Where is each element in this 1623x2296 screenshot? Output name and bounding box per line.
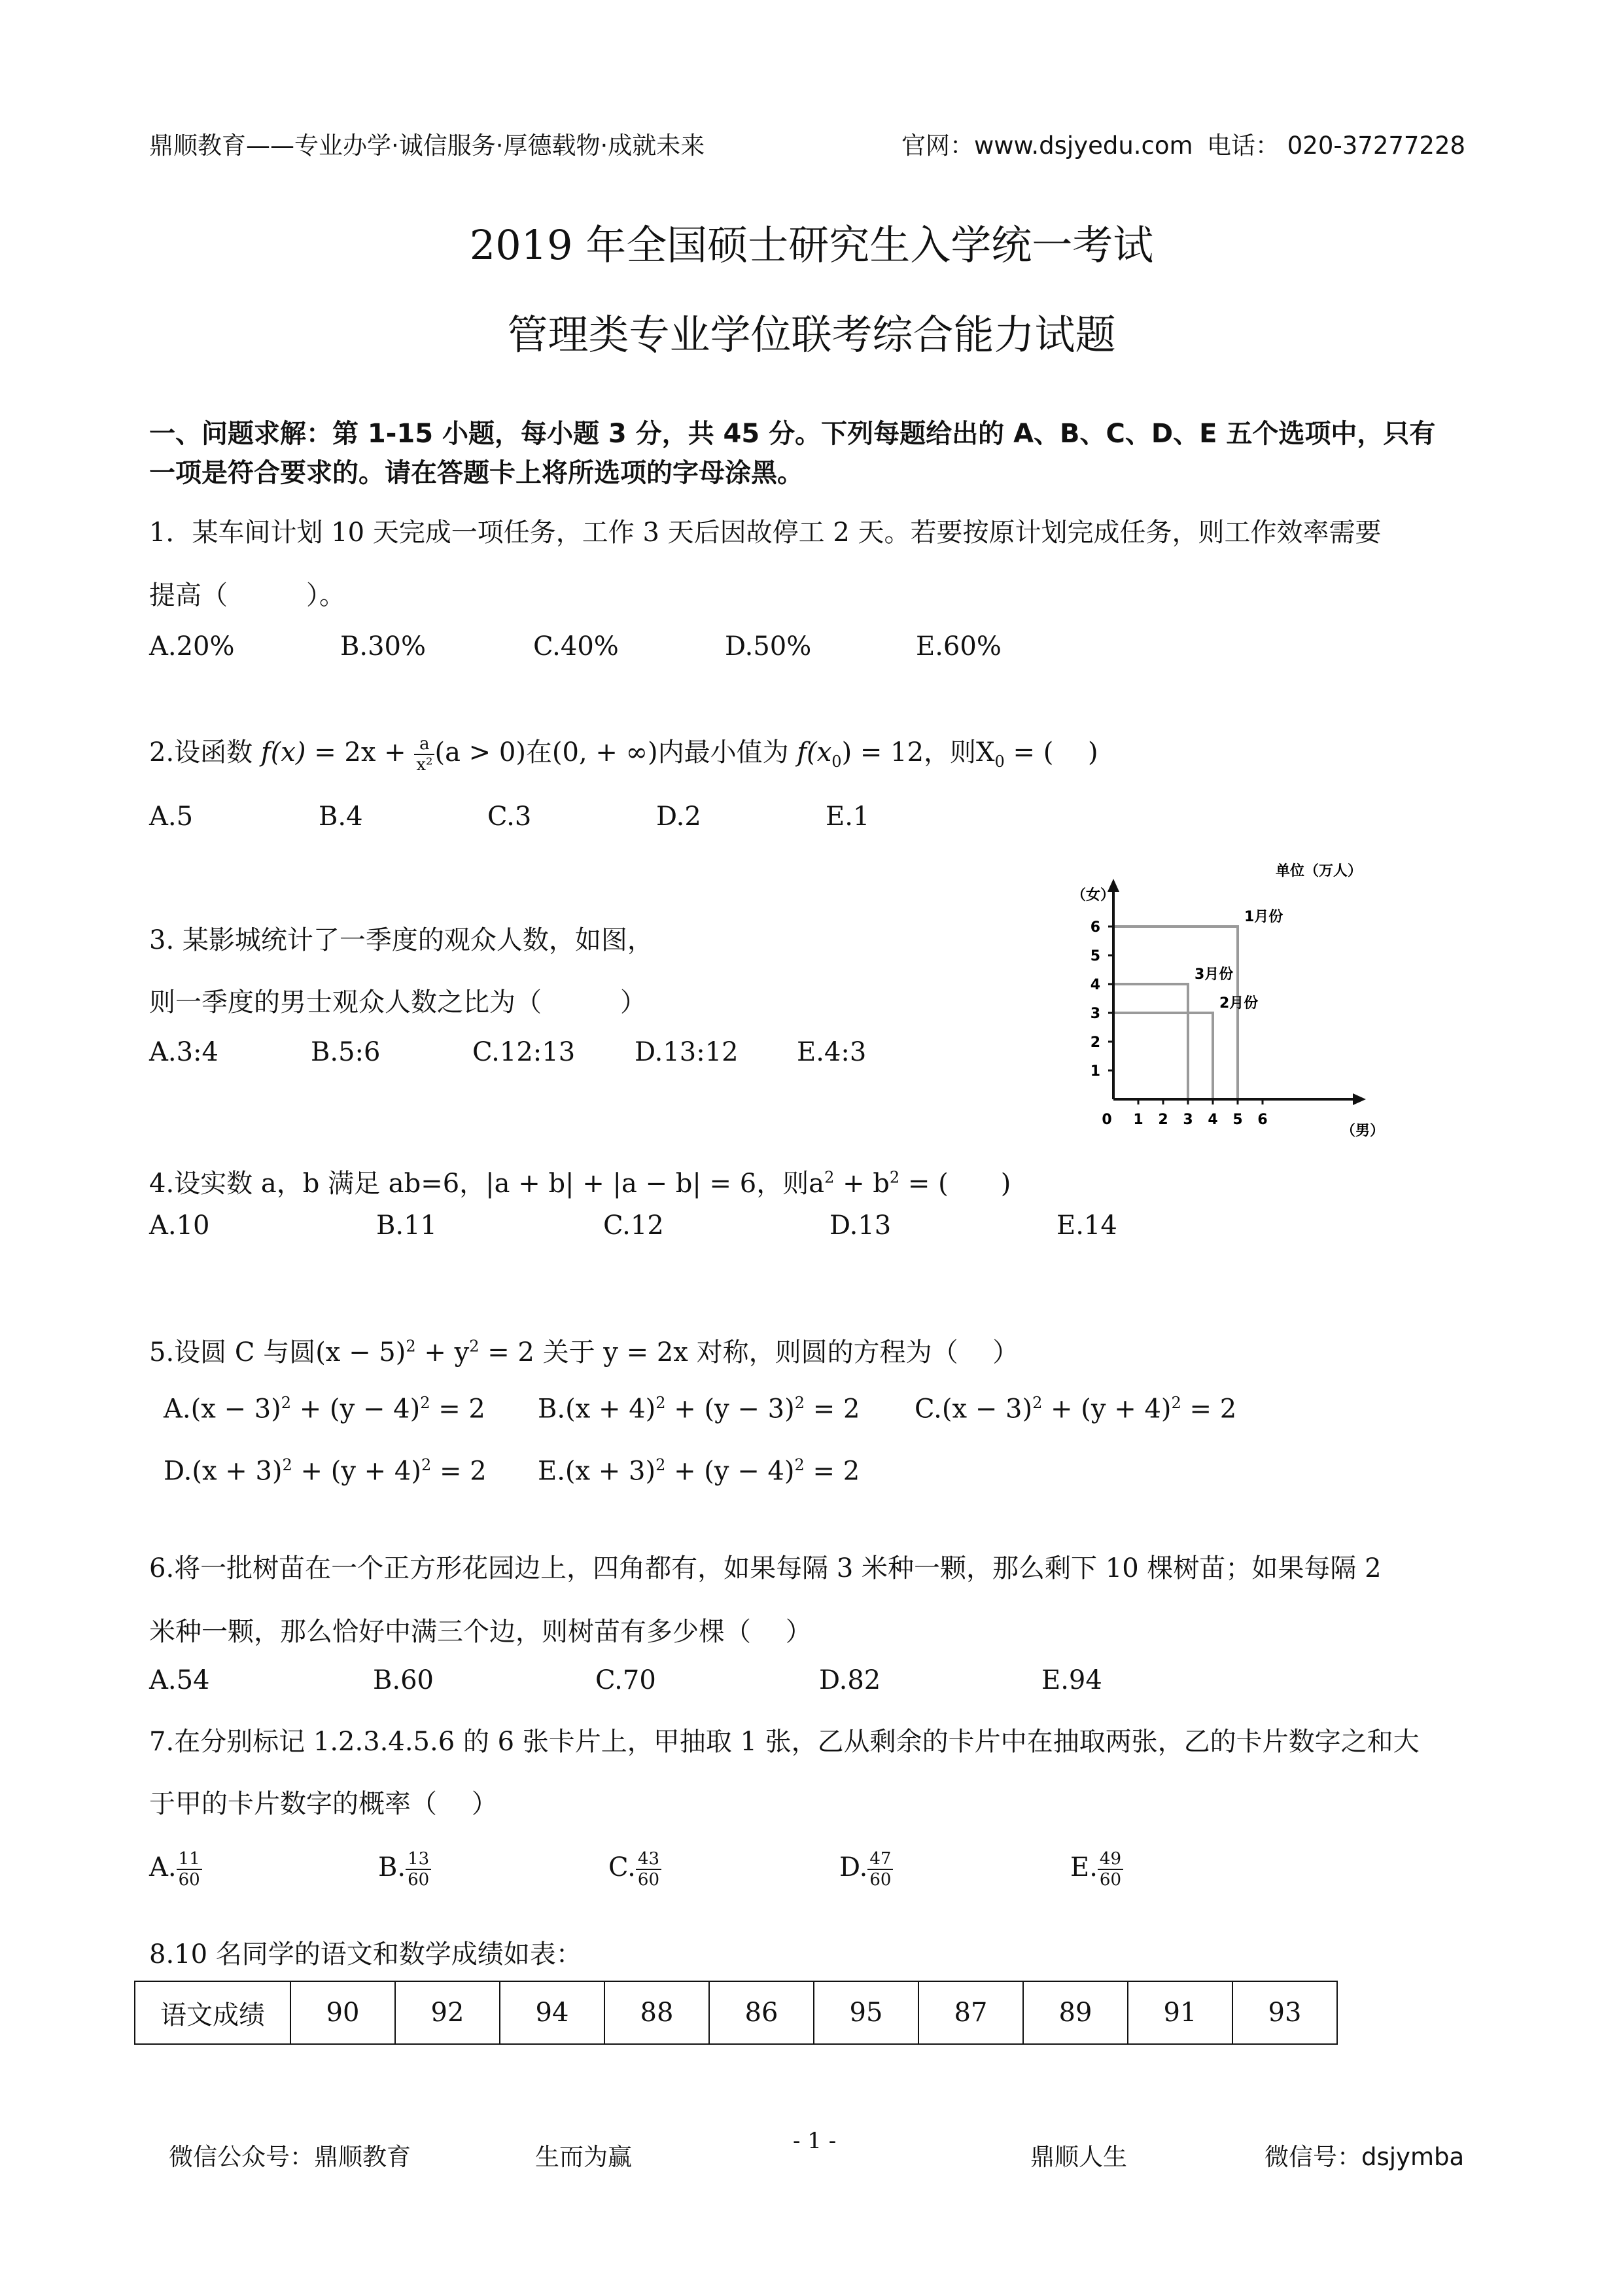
q6-option-b: B.60 [373, 1665, 434, 1695]
q6-option-c: C.70 [595, 1665, 656, 1695]
table-row-label: 语文成绩 [135, 1981, 290, 2044]
footer-wechat-id: 微信号：dsjymba [1265, 2143, 1465, 2171]
q1-option-c: C.40% [533, 631, 619, 662]
section-instruction-line2: 一项是符合要求的。请在答题卡上将所选项的字母涂黑。 [149, 458, 803, 488]
x-tick-label: 1 [1133, 1112, 1143, 1128]
q7-option-b: B. $\frac{13}{60}$ [378, 1849, 431, 1890]
q7-line2: 于甲的卡片数字的概率（ ） [149, 1789, 498, 1819]
point-label-1: 1月份 [1244, 909, 1283, 925]
q2-option-a: A.5 [149, 802, 194, 832]
exam-title: 2019 年全国硕士研究生入学统一考试 [469, 221, 1154, 269]
x-tick-label: 4 [1208, 1112, 1218, 1128]
q5-option-d: $D.(x + 3)^2 + (y + 4)^2 = 2$ [164, 1456, 487, 1487]
x-tick-label: 6 [1257, 1112, 1268, 1128]
q2-stem: 2.设函数 f(x) = 2x + $\frac{a}{\text{x²}}$ (a > 0)在(0, + ∞)内最小值为 $f(x_0) = 12$，则$X_0$ = ( ) [149, 734, 1098, 775]
table-cell: 93 [1232, 1981, 1337, 2044]
x-tick-label: 2 [1158, 1112, 1168, 1128]
q5-stem: 5.设圆 C 与圆$(x - 5)^2 + y^2 = 2$ 关于 y = 2x 对称，则圆的方程为（ ） [149, 1337, 1019, 1368]
q5-option-a: $A.(x - 3)^2 + (y - 4)^2 = 2$ [164, 1394, 485, 1424]
section-instruction-line1: 一、问题求解：第 1-15 小题，每小题 3 分，共 45 分。下列每题给出的 A、B、C、D、E 五个选项中，只有 [149, 419, 1436, 449]
q5-option-e: $E.(x + 3)^2 + (y - 4)^2 = 2$ [538, 1456, 860, 1487]
header-website[interactable]: 官网：www.dsjyedu.com [901, 132, 1193, 160]
table-cell: 90 [290, 1981, 395, 2044]
q3-line1: 3. 某影城统计了一季度的观众人数，如图， [149, 925, 654, 955]
q3-option-b: B.5:6 [311, 1037, 381, 1067]
q1-option-b: B.30% [340, 631, 427, 662]
q4-option-a: A.10 [149, 1210, 210, 1241]
q2-option-d: D.2 [656, 802, 701, 832]
q8-line1: 8.10 名同学的语文和数学成绩如表： [149, 1939, 582, 1969]
header-phone: 电话： 020-37277228 [1207, 132, 1466, 160]
point-label-2: 2月份 [1219, 995, 1259, 1012]
table-cell: 89 [1023, 1981, 1128, 2044]
table-cell: 88 [604, 1981, 709, 2044]
q6-option-a: A.54 [149, 1665, 210, 1695]
q5-option-b: $B.(x + 4)^2 + (y - 3)^2 = 2$ [538, 1394, 860, 1424]
table-cell: 87 [918, 1981, 1023, 2044]
table-cell: 95 [814, 1981, 918, 2044]
table-cell: 86 [709, 1981, 814, 2044]
table-cell: 91 [1128, 1981, 1232, 2044]
table-cell: 94 [500, 1981, 604, 2044]
q6-line1: 6.将一批树苗在一个正方形花园边上，四角都有，如果每隔 3 米种一颗，那么剩下 10 棵树苗；如果每隔 2 [149, 1553, 1382, 1583]
q7-option-c: C. $\frac{43}{60}$ [608, 1849, 661, 1890]
x-tick-label: 5 [1232, 1112, 1243, 1128]
y-tick-label: 4 [1090, 977, 1100, 993]
y-tick-label: 1 [1090, 1063, 1100, 1080]
y-tick-label: 5 [1090, 948, 1100, 964]
q3-line2: 则一季度的男士观众人数之比为（ ） [149, 987, 646, 1017]
q4-stem: 4.设实数 a，b 满足 ab=6，|a + b| + |a − b| = 6，则$a^2 + b^2$ = ( ) [149, 1168, 1011, 1199]
y-axis-label: （女） [1072, 887, 1115, 904]
exam-subtitle: 管理类专业学位联考综合能力试题 [507, 311, 1116, 359]
series-line-3 [1113, 984, 1188, 1099]
footer-wechat-public: 微信公众号：鼎顺教育 [169, 2143, 411, 2171]
q2-option-b: B.4 [319, 802, 363, 832]
q1-line1: 1．某车间计划 10 天完成一项任务，工作 3 天后因故停工 2 天。若要按原计划完成任务，则工作效率需要 [149, 518, 1382, 548]
q7-option-a: A. $\frac{11}{60}$ [149, 1849, 202, 1890]
y-tick-label: 2 [1090, 1034, 1100, 1051]
audience-chart [1053, 854, 1420, 1148]
x-axis-arrow [1353, 1093, 1366, 1105]
q3-option-c: C.12:13 [472, 1037, 576, 1067]
x-tick-label: 0 [1102, 1112, 1112, 1128]
q6-option-d: D.82 [819, 1665, 881, 1695]
q7-line1: 7.在分别标记 1.2.3.4.5.6 的 6 张卡片上，甲抽取 1 张，乙从剩余的卡片中在抽取两张，乙的卡片数字之和大 [149, 1727, 1420, 1757]
q2-option-c: C.3 [487, 802, 532, 832]
y-tick-label: 3 [1090, 1006, 1100, 1022]
q4-option-e: E.14 [1056, 1210, 1117, 1241]
x-tick-label: 3 [1183, 1112, 1193, 1128]
q6-option-e: E.94 [1041, 1665, 1102, 1695]
footer-life: 鼎顺人生 [1030, 2143, 1127, 2171]
x-axis-label: （男） [1341, 1123, 1385, 1139]
header-slogan: 鼎顺教育——专业办学·诚信服务·厚德载物·成就未来 [149, 132, 705, 160]
table-cell: 92 [395, 1981, 500, 2044]
q3-option-e: E.4:3 [797, 1037, 867, 1067]
y-tick-label: 6 [1090, 919, 1100, 936]
q3-option-d: D.13:12 [635, 1037, 739, 1067]
q5-option-c: $C.(x - 3)^2 + (y + 4)^2 = 2$ [915, 1394, 1237, 1424]
page-number: - 1 - [793, 2128, 837, 2154]
footer-slogan: 生而为赢 [535, 2143, 632, 2171]
q4-option-c: C.12 [603, 1210, 664, 1241]
series-line-2 [1113, 1013, 1213, 1099]
q6-line2: 米种一颗，那么恰好中满三个边，则树苗有多少棵（ ） [149, 1617, 812, 1647]
score-table [134, 1981, 1338, 2045]
q7-option-e: E. $\frac{49}{60}$ [1070, 1849, 1123, 1890]
q1-option-d: D.50% [725, 631, 812, 662]
q1-option-e: E.60% [916, 631, 1002, 662]
q4-option-d: D.13 [829, 1210, 892, 1241]
chart-title: 单位（万人） [1276, 863, 1363, 879]
q2-fraction: $\frac{a}{\text{x²}}$ [414, 734, 434, 775]
q1-option-a: A.20% [149, 631, 235, 662]
q4-option-b: B.11 [376, 1210, 438, 1241]
q2-option-e: E.1 [826, 802, 870, 832]
q7-option-d: D. $\frac{47}{60}$ [839, 1849, 893, 1890]
table-row [135, 1981, 1337, 2044]
point-label-3: 3月份 [1195, 966, 1234, 983]
q1-line2: 提高（ ）。 [149, 580, 345, 610]
q3-option-a: A.3:4 [149, 1037, 218, 1067]
